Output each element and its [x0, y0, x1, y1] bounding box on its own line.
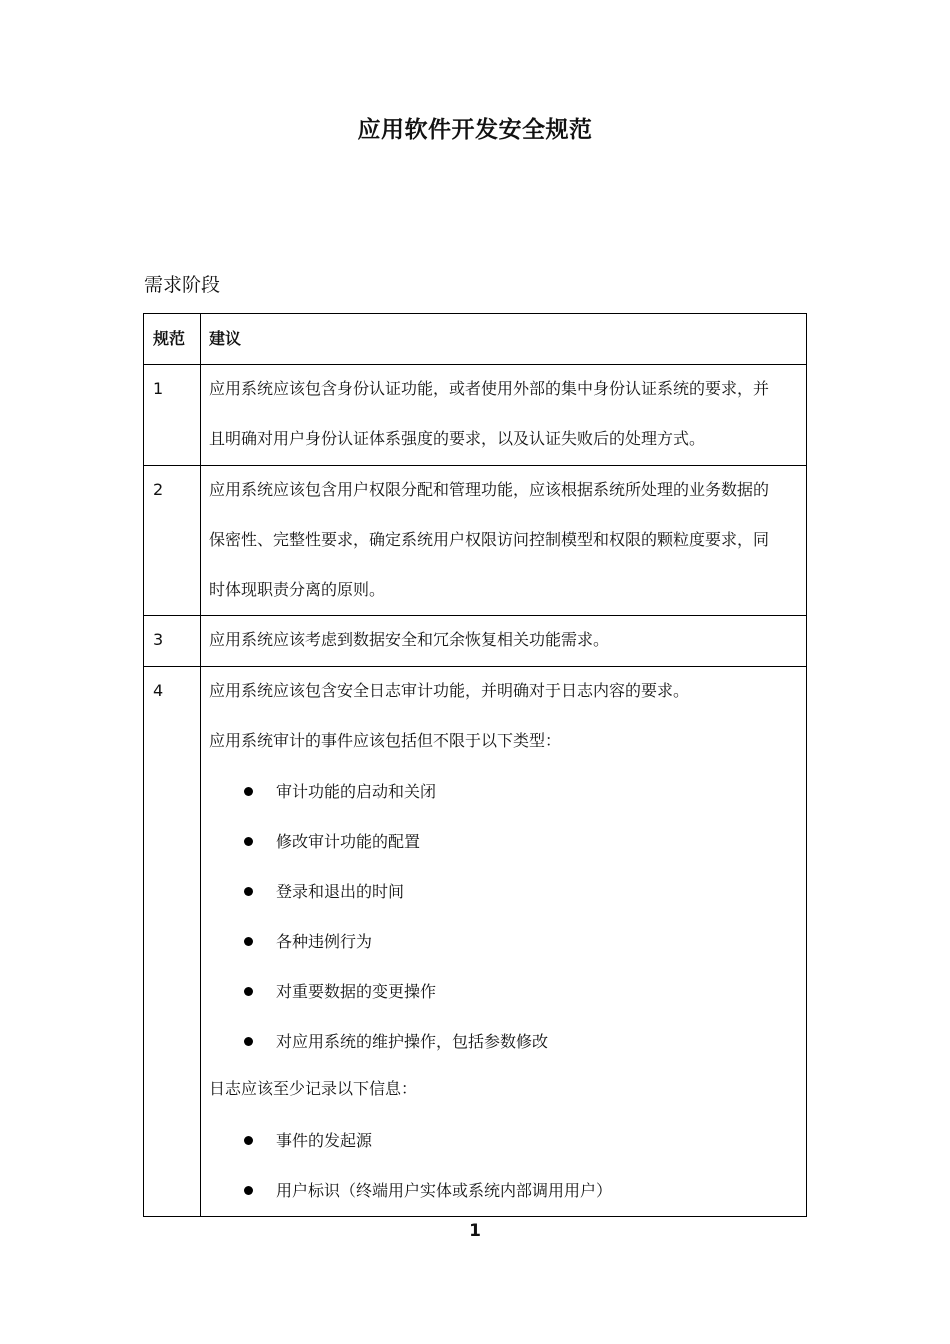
bullet-icon	[244, 787, 253, 796]
row-divider	[144, 364, 806, 365]
event-item: 审计功能的启动和关闭	[276, 782, 437, 801]
row-4-info-intro: 日志应该至少记录以下信息：	[209, 1079, 418, 1098]
event-item: 各种违例行为	[276, 932, 373, 951]
row-4-id: 4	[153, 681, 164, 700]
bullet-icon	[244, 987, 253, 996]
bullet-icon	[244, 937, 253, 946]
row-2-text-line-1: 应用系统应该包含用户权限分配和管理功能，应该根据系统所处理的业务数据的	[209, 480, 770, 499]
row-2-id: 2	[153, 480, 164, 499]
bullet-icon	[244, 1136, 253, 1145]
bullet-icon	[244, 1186, 253, 1195]
row-3-text-line-1: 应用系统应该考虑到数据安全和冗余恢复相关功能需求。	[209, 630, 610, 649]
row-divider	[144, 615, 806, 616]
event-item: 修改审计功能的配置	[276, 832, 421, 851]
bullet-icon	[244, 1037, 253, 1046]
row-1-text-line-1: 应用系统应该包含身份认证功能，或者使用外部的集中身份认证系统的要求，并	[209, 379, 770, 398]
page-number: 1	[469, 1221, 481, 1241]
row-1-id: 1	[153, 379, 164, 398]
event-item: 对重要数据的变更操作	[276, 982, 437, 1001]
bullet-icon	[244, 887, 253, 896]
info-item: 事件的发起源	[276, 1131, 373, 1150]
info-item: 用户标识（终端用户实体或系统内部调用用户）	[276, 1181, 613, 1200]
row-2-text-line-2: 保密性、完整性要求，确定系统用户权限访问控制模型和权限的颗粒度要求，同	[209, 530, 770, 549]
row-divider	[144, 465, 806, 466]
row-divider	[144, 666, 806, 667]
bullet-icon	[244, 837, 253, 846]
row-4-intro: 应用系统应该包含安全日志审计功能，并明确对于日志内容的要求。	[209, 681, 690, 700]
row-2-text-line-3: 时体现职责分离的原则。	[209, 580, 386, 599]
column-divider	[200, 314, 201, 1216]
row-3-id: 3	[153, 630, 164, 649]
requirements-table	[143, 313, 807, 1217]
row-1-text-line-2: 且明确对用户身份认证体系强度的要求，以及认证失败后的处理方式。	[209, 429, 706, 448]
header-advice: 建议	[209, 329, 242, 348]
event-item: 登录和退出的时间	[276, 882, 405, 901]
header-spec: 规范	[153, 329, 186, 348]
event-item: 对应用系统的维护操作，包括参数修改	[276, 1032, 549, 1051]
row-4-events-intro: 应用系统审计的事件应该包括但不限于以下类型：	[209, 731, 562, 750]
section-heading: 需求阶段	[144, 274, 221, 296]
document-title: 应用软件开发安全规范	[357, 117, 593, 143]
